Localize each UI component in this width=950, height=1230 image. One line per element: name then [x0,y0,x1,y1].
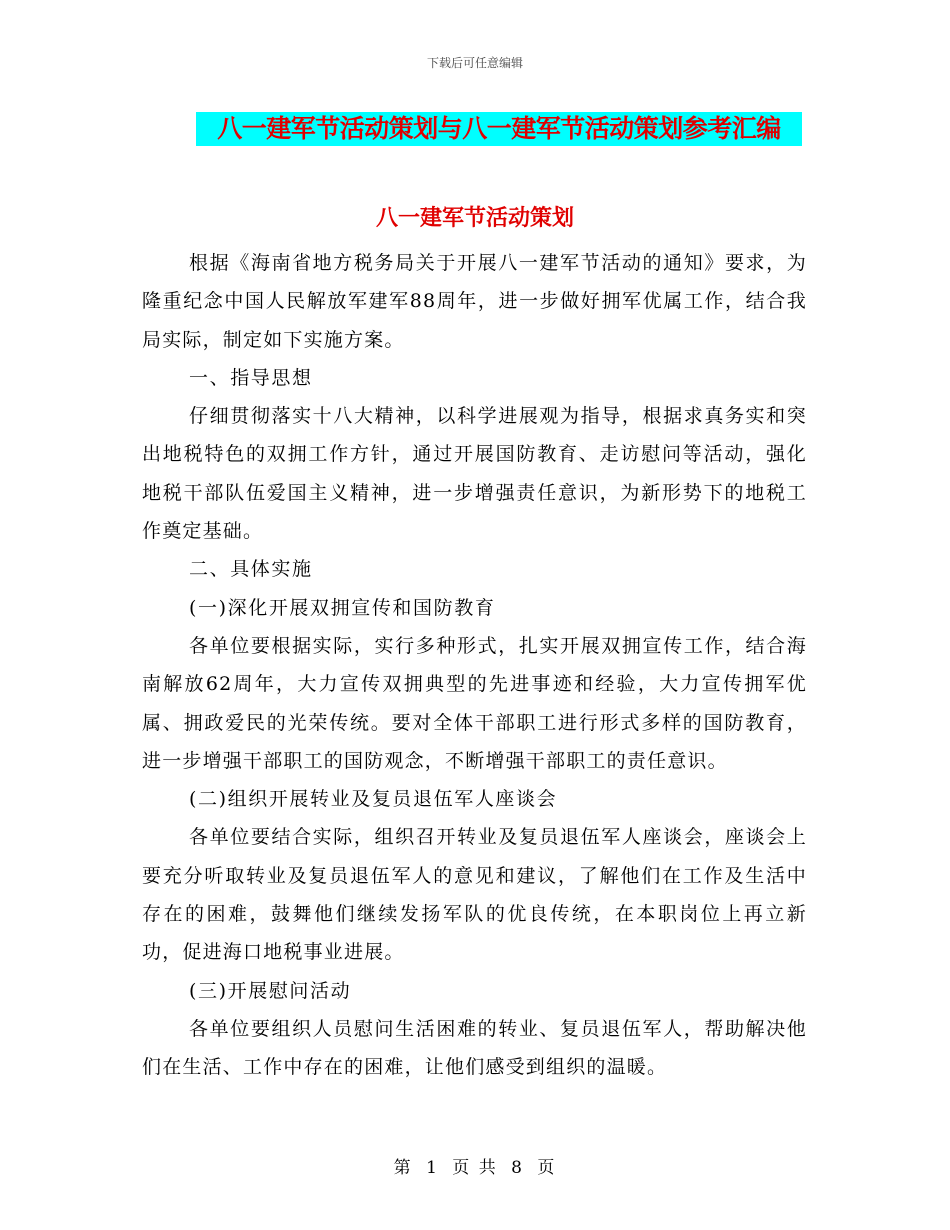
footer-prefix: 第 [393,1158,413,1178]
paragraph-condolence: 各单位要组织人员慰问生活困难的转业、复员退伍军人，帮助解决他们在生活、工作中存在的困难，让他们感受到组织的温暖。 [142,1017,807,1079]
header-note: 下载后可任意编辑 [426,56,523,70]
paragraph-intro: 根据《海南省地方税务局关于开展八一建军节活动的通知》要求，为隆重纪念中国人民解放军建军88周年，进一步做好拥军优属工作，结合我局实际，制定如下实施方案。 [142,252,807,351]
heading-implementation: 二、具体实施 [189,558,313,581]
document-title: 八一建军节活动策划与八一建军节活动策划参考汇编 [196,112,802,146]
subheading-symposium: (二)组织开展转业及复员退伍军人座谈会 [189,788,558,811]
heading-guiding-thought: 一、指导思想 [189,366,313,389]
section-title: 八一建军节活动策划 [375,206,574,231]
paragraph-guiding-thought: 仔细贯彻落实十八大精神，以科学进展观为指导，根据求真务实和突出地税特色的双拥工作方针，通过开展国防教育、走访慰问等活动，强化地税干部队伍爱国主义精神，进一步增强责任意识，为新形势下的地税工作奠定基础。 [142,405,807,543]
footer-suffix: 页 [537,1158,557,1178]
subheading-condolence: (三)开展慰问活动 [189,979,352,1002]
subheading-publicity: (一)深化开展双拥宣传和国防教育 [189,596,496,619]
current-page-number: 1 [426,1158,439,1178]
total-page-count: 8 [511,1158,524,1178]
footer-mid: 页 共 [452,1158,498,1178]
document-body [142,244,807,1087]
paragraph-publicity: 各单位要根据实际，实行多种形式，扎实开展双拥宣传工作，结合海南解放62周年，大力宣传双拥典型的先进事迹和经验，大力宣传拥军优属、拥政爱民的光荣传统。要对全体干部职工进行形式多样的国防教育，进一步增强干部职工的国防观念，不断增强干部职工的责任意识。 [142,634,807,772]
page-footer [0,1153,950,1178]
paragraph-symposium: 各单位要结合实际，组织召开转业及复员退伍军人座谈会，座谈会上要充分听取转业及复员退伍军人的意见和建议，了解他们在工作及生活中存在的困难，鼓舞他们继续发扬军队的优良传统，在本职岗位上再立新功，促进海口地税事业进展。 [142,826,807,964]
